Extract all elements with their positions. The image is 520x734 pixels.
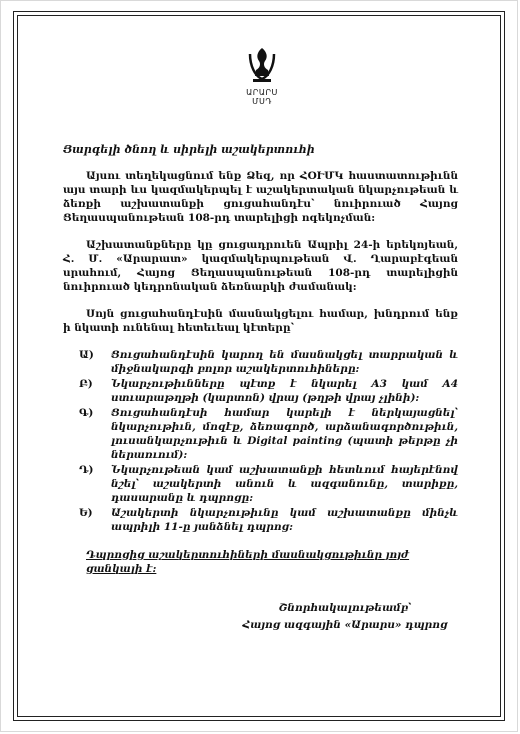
list-item-marker: Դ) — [79, 464, 94, 476]
signature-block — [230, 600, 460, 634]
list-item-text: Աշակերտի նկարչութիւնը կամ աշխատանքը մինչև ապրիլի 11-ը յանձնել դպրոց: — [111, 507, 458, 533]
letter-body — [63, 143, 458, 576]
list-item-marker: Ա) — [79, 349, 94, 361]
list-item-marker: Ե) — [79, 507, 93, 519]
signature-school: Հայոց ազգային «Արարս» դպրոց — [242, 619, 448, 631]
list-item-text: Ցուցահանդէսին կարող են մասնակցել տարրական և միջնակարգի բոլոր աշակերտուհիները: — [111, 349, 458, 375]
paragraph-conditions: Սոյն ցուցահանդէսին մասնակցելու համար, խնդրում ենք ի նկատի ունենալ հետեւեալ կէտերը՝ — [63, 308, 458, 334]
list-item-text: Ցուցահանդէսի համար կարելի է ներկայացնել՝ նկարչութիւն, մոզէք, ձեռագործ, արձանագործութիւն, լուսանկարչութիւն և Digital painting (պատի թերթը չի ներառւում): — [111, 407, 458, 461]
paragraph-intro: Այսու տեղեկացնում ենք Ձեզ, որ ՀՕՒՄԿ հաստատութիւնն այս տարի ևս կազմակերպել է աշակերտական նկարչութեան և ձեռքի աշխատանքի ցուցահանդէս՝ նուիրուած Հայոց Ցեղասպանութեան 108-րդ տարելիցի ոգեկոչման: — [63, 170, 458, 224]
participation-note: Դպրոցից աշակերտուհիների մասնակցութիւնը յոյժ ցանկալի է: — [86, 549, 410, 575]
list-item — [63, 377, 458, 405]
greeting: Յարգելի ծնող և սիրելի աշակերտուհի — [63, 143, 315, 156]
list-item-text: Նկարչութեան կամ աշխատանքի հետևում հայերէնով նշել՝ աշակերտի անուն և ազգանունը, տարիքը, դասարանը և դպրոցը: — [111, 464, 458, 504]
list-item — [63, 463, 458, 505]
list-item-marker: Բ) — [79, 378, 93, 390]
logo-name: ԱՐԱՐՍ — [246, 88, 278, 97]
list-item-marker: Գ) — [79, 407, 94, 419]
logo-emblem-icon — [247, 46, 277, 84]
conditions-list — [63, 348, 458, 534]
list-item — [63, 348, 458, 376]
list-item — [63, 506, 458, 534]
logo-subtitle: ՄՍԴ — [252, 97, 272, 106]
school-logo — [240, 46, 284, 110]
signature-thanks: Շնորհակալութեամբ՝ — [278, 602, 412, 614]
list-item-text: Նկարչութիւնները պէտք է նկարել A3 կամ A4 ստւարաթղթի (կարտոն) վրայ (թղթի վրայ չլինի): — [111, 378, 458, 404]
list-item — [63, 406, 458, 462]
paragraph-exhibition: Աշխատանքները կը ցուցադրուեն Ապրիլ 24-ի երեկոյեան, Հ. Մ. «Արարատ» կազմակերպութեան Վ. Ղարաբէգեան սրահում, Հայոց Ցեղասպանութեան 108-րդ տարելիցին նուիրուած կեդրոնական ձեռնարկի ժամանակ: — [63, 239, 458, 293]
